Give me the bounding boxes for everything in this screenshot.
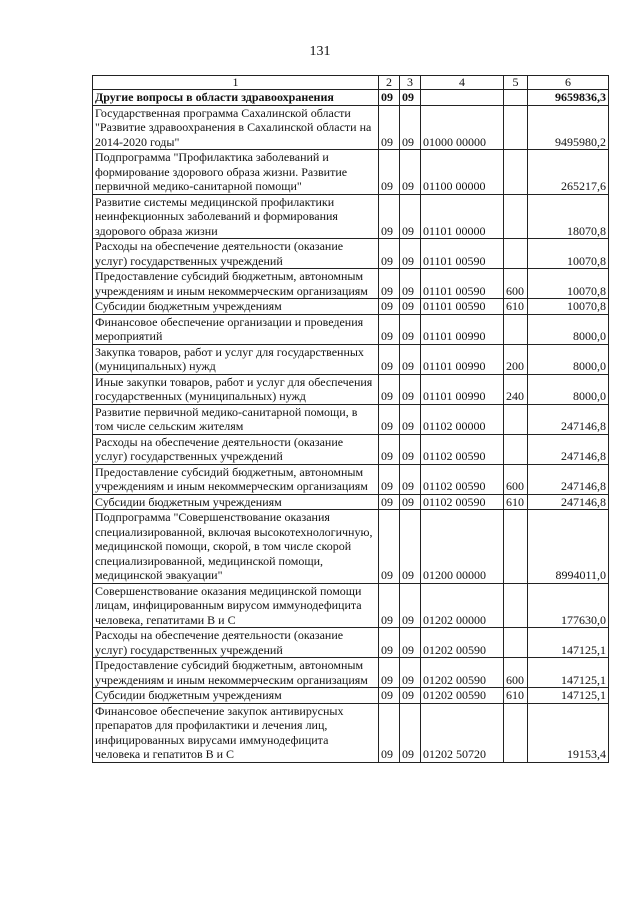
section-code-cell: 09 [379,374,400,404]
amount-cell: 265217,6 [528,150,609,195]
section-code-cell: 09 [379,105,400,150]
expense-type-cell [504,404,528,434]
expense-type-cell: 600 [504,658,528,688]
subsection-code-cell: 09 [400,374,421,404]
subsection-code-cell: 09 [400,314,421,344]
amount-cell: 9495980,2 [528,105,609,150]
subsection-code-cell: 09 [400,628,421,658]
expense-type-cell [504,510,528,584]
header-cell-5: 5 [504,76,528,90]
header-cell-2: 2 [379,76,400,90]
row-name-cell: Предоставление субсидий бюджетным, автономным учреждениям и иным некоммерческим организациям [93,269,379,299]
section-code-cell: 09 [379,269,400,299]
amount-cell: 10070,8 [528,269,609,299]
row-name-cell: Расходы на обеспечение деятельности (оказание услуг) государственных учреждений [93,239,379,269]
expense-type-cell [504,105,528,150]
table-row [93,404,609,434]
amount-cell: 8000,0 [528,374,609,404]
expense-type-cell [504,583,528,628]
section-code-cell: 09 [379,583,400,628]
subsection-code-cell: 09 [400,703,421,762]
target-article-cell: 01102 00590 [421,434,504,464]
section-code-cell: 09 [379,510,400,584]
amount-cell: 10070,8 [528,299,609,315]
subsection-code-cell: 09 [400,404,421,434]
header-row [93,76,609,90]
subsection-code-cell: 09 [400,299,421,315]
table-row [93,688,609,704]
expense-type-cell: 600 [504,464,528,494]
expense-type-cell [504,90,528,106]
amount-cell: 247146,8 [528,434,609,464]
table-row [93,583,609,628]
target-article-cell: 01000 00000 [421,105,504,150]
table-row [93,344,609,374]
section-code-cell: 09 [379,299,400,315]
table-row [93,299,609,315]
expense-type-cell [504,150,528,195]
row-name-cell: Совершенствование оказания медицинской помощи лицам, инфицированным вирусом иммунодефицита человека, гепатитами В и С [93,583,379,628]
amount-cell: 18070,8 [528,194,609,239]
subsection-code-cell: 09 [400,150,421,195]
table-row [93,150,609,195]
section-code-cell: 09 [379,344,400,374]
table-row [93,194,609,239]
section-code-cell: 09 [379,703,400,762]
subsection-code-cell: 09 [400,583,421,628]
amount-cell: 147125,1 [528,658,609,688]
target-article-cell: 01200 00000 [421,510,504,584]
section-code-cell: 09 [379,194,400,239]
subsection-code-cell: 09 [400,344,421,374]
section-code-cell: 09 [379,90,400,106]
target-article-cell: 01202 00590 [421,688,504,704]
table-row [93,628,609,658]
amount-cell: 8000,0 [528,314,609,344]
subsection-code-cell: 09 [400,464,421,494]
row-name-cell: Предоставление субсидий бюджетным, автономным учреждениям и иным некоммерческим организациям [93,464,379,494]
budget-table [92,75,609,763]
amount-cell: 147125,1 [528,688,609,704]
section-code-cell: 09 [379,688,400,704]
target-article-cell: 01101 00990 [421,374,504,404]
expense-type-cell [504,434,528,464]
target-article-cell: 01101 00000 [421,194,504,239]
row-name-cell: Субсидии бюджетным учреждениям [93,299,379,315]
table-row [93,105,609,150]
target-article-cell: 01102 00590 [421,494,504,510]
subsection-code-cell: 09 [400,658,421,688]
target-article-cell: 01101 00590 [421,299,504,315]
target-article-cell: 01202 00590 [421,658,504,688]
expense-type-cell: 610 [504,688,528,704]
row-name-cell: Государственная программа Сахалинской области "Развитие здравоохранения в Сахалинской области на 2014-2020 годы" [93,105,379,150]
subsection-code-cell: 09 [400,434,421,464]
row-name-cell: Иные закупки товаров, работ и услуг для обеспечения государственных (муниципальных) нужд [93,374,379,404]
target-article-cell: 01100 00000 [421,150,504,195]
amount-cell: 247146,8 [528,464,609,494]
table-row [93,239,609,269]
target-article-cell: 01202 00000 [421,583,504,628]
row-name-cell: Предоставление субсидий бюджетным, автономным учреждениям и иным некоммерческим организациям [93,658,379,688]
amount-cell: 147125,1 [528,628,609,658]
table-row [93,464,609,494]
header-cell-3: 3 [400,76,421,90]
target-article-cell: 01102 00000 [421,404,504,434]
table-body [93,90,609,763]
subsection-code-cell: 09 [400,105,421,150]
page-number: 131 [309,44,331,59]
section-code-cell: 09 [379,314,400,344]
row-name-cell: Другие вопросы в области здравоохранения [93,90,379,106]
row-name-cell: Развитие системы медицинской профилактики неинфекционных заболеваний и формирования здорового образа жизни [93,194,379,239]
expense-type-cell [504,239,528,269]
target-article-cell: 01101 00990 [421,314,504,344]
table-row [93,90,609,106]
target-article-cell: 01101 00590 [421,269,504,299]
expense-type-cell [504,194,528,239]
expense-type-cell: 610 [504,299,528,315]
table-row [93,434,609,464]
expense-type-cell: 610 [504,494,528,510]
subsection-code-cell: 09 [400,269,421,299]
target-article-cell [421,90,504,106]
expense-type-cell [504,314,528,344]
row-name-cell: Подпрограмма "Профилактика заболеваний и формирование здорового образа жизни. Развитие первичной медико-санитарной помощи" [93,150,379,195]
table-row [93,703,609,762]
table-row [93,314,609,344]
section-code-cell: 09 [379,658,400,688]
amount-cell: 247146,8 [528,494,609,510]
expense-type-cell: 200 [504,344,528,374]
section-code-cell: 09 [379,434,400,464]
amount-cell: 247146,8 [528,404,609,434]
expense-type-cell [504,628,528,658]
section-code-cell: 09 [379,494,400,510]
row-name-cell: Развитие первичной медико-санитарной помощи, в том числе сельским жителям [93,404,379,434]
subsection-code-cell: 09 [400,494,421,510]
row-name-cell: Подпрограмма "Совершенствование оказания специализированной, включая высокотехнологичную, медицинской помощи, скорой, в том числе скорой специализированной, медицинской помощи, медицинской эвакуации" [93,510,379,584]
section-code-cell: 09 [379,150,400,195]
target-article-cell: 01102 00590 [421,464,504,494]
expense-type-cell [504,703,528,762]
subsection-code-cell: 09 [400,90,421,106]
table-row [93,494,609,510]
row-name-cell: Расходы на обеспечение деятельности (оказание услуг) государственных учреждений [93,434,379,464]
target-article-cell: 01202 50720 [421,703,504,762]
row-name-cell: Субсидии бюджетным учреждениям [93,688,379,704]
row-name-cell: Расходы на обеспечение деятельности (оказание услуг) государственных учреждений [93,628,379,658]
table-row [93,269,609,299]
amount-cell: 8000,0 [528,344,609,374]
row-name-cell: Закупка товаров, работ и услуг для государственных (муниципальных) нужд [93,344,379,374]
target-article-cell: 01202 00590 [421,628,504,658]
amount-cell: 9659836,3 [528,90,609,106]
table-row [93,510,609,584]
table-row [93,658,609,688]
header-cell-6: 6 [528,76,609,90]
subsection-code-cell: 09 [400,239,421,269]
header-cell-1: 1 [93,76,379,90]
subsection-code-cell: 09 [400,510,421,584]
amount-cell: 177630,0 [528,583,609,628]
amount-cell: 10070,8 [528,239,609,269]
section-code-cell: 09 [379,628,400,658]
subsection-code-cell: 09 [400,688,421,704]
section-code-cell: 09 [379,464,400,494]
amount-cell: 19153,4 [528,703,609,762]
amount-cell: 8994011,0 [528,510,609,584]
target-article-cell: 01101 00990 [421,344,504,374]
expense-type-cell: 240 [504,374,528,404]
expense-type-cell: 600 [504,269,528,299]
row-name-cell: Субсидии бюджетным учреждениям [93,494,379,510]
row-name-cell: Финансовое обеспечение организации и проведения мероприятий [93,314,379,344]
table-row [93,374,609,404]
section-code-cell: 09 [379,239,400,269]
header-cell-4: 4 [421,76,504,90]
section-code-cell: 09 [379,404,400,434]
subsection-code-cell: 09 [400,194,421,239]
row-name-cell: Финансовое обеспечение закупок антивирусных препаратов для профилактики и лечения лиц, инфицированных вирусами иммунодефицита человека и гепатитов В и С [93,703,379,762]
target-article-cell: 01101 00590 [421,239,504,269]
